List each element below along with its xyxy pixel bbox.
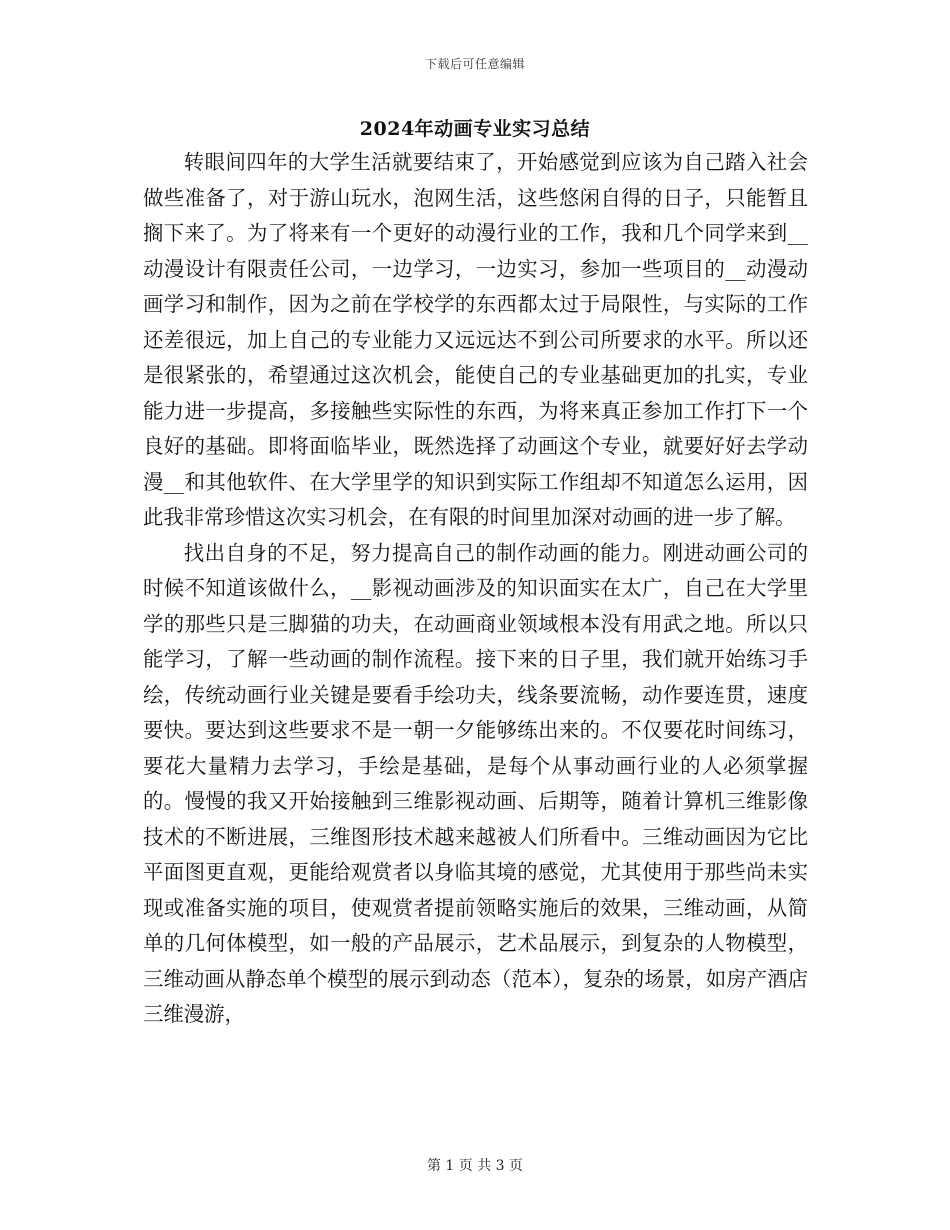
paragraph-2: 找出自身的不足，努力提高自己的制作动画的能力。刚进动画公司的时候不知道该做什么，__影视动画涉及的知识面实在太广，自己在大学里学的那些只是三脚猫的功夫，在动画商业领域根本没有用武之地。所以只能学习，了解一些动画的制作流程。接下来的日子里，我们就开始练习手绘，传统动画行业关键是要看手绘功夫，线条要流畅，动作要连贯，速度要快。要达到这些要求不是一朝一夕能够练出来的。不仅要花时间练习，要花大量精力去学习，手绘是基础，是每个从事动画行业的人必须掌握的。慢慢的我又开始接触到三维影视动画、后期等，随着计算机三维影像技术的不断进展，三维图形技术越来越被人们所看中。三维动画因为它比平面图更直观，更能给观赏者以身临其境的感觉，尤其使用于那些尚未实现或准备实施的项目，使观赏者提前领略实施后的效果，三维动画，从简单的几何体模型，如一般的产品展示，艺术品展示，到复杂的人物模型，三维动画从静态单个模型的展示到动态（范本），复杂的场景，如房产酒店三维漫游， (143, 540, 808, 1026)
document-body (143, 145, 808, 1033)
paragraph-1: 转眼间四年的大学生活就要结束了，开始感觉到应该为自己踏入社会做些准备了，对于游山玩水，泡网生活，这些悠闲自得的日子，只能暂且搁下来了。为了将来有一个更好的动漫行业的工作，我和几个同学来到__动漫设计有限责任公司，一边学习，一边实习，参加一些项目的__动漫动画学习和制作，因为之前在学校学的东西都太过于局限性，与实际的工作还差很远，加上自己的专业能力又远远达不到公司所要求的水平。所以还是很紧张的，希望通过这次机会，能使自己的专业基础更加的扎实，专业能力进一步提高，多接触些实际性的东西，为将来真正参加工作打下一个良好的基础。即将面临毕业，既然选择了动画这个专业，就要好好去学动漫__和其他软件、在大学里学的知识到实际工作组却不知道怎么运用，因此我非常珍惜这次实习机会，在有限的时间里加深对动画的进一步了解。 (143, 150, 808, 529)
page-number-footer: 第 1 页 共 3 页 (426, 1158, 524, 1174)
document-title: 2024年动画专业实习总结 (359, 118, 591, 140)
page-header-note: 下载后可任意编辑 (424, 57, 525, 71)
